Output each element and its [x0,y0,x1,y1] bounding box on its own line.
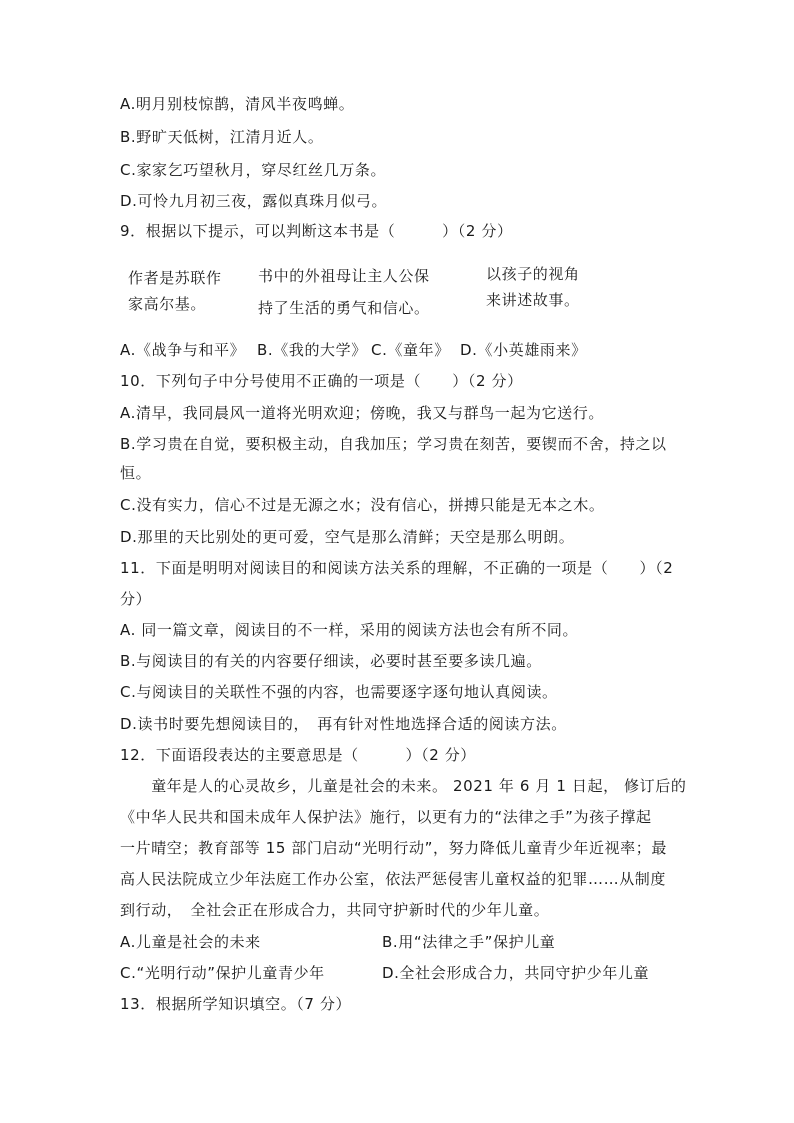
q8-option-a: A.明月别枝惊鹊，清风半夜鸣蝉。 [120,95,355,113]
q9-hint-grandmother [258,260,430,324]
q11-option-d: D.读书时要先想阅读目的， 再有针对性地选择合适的阅读方法。 [120,715,567,733]
q11-option-a: A. 同一篇文章，阅读目的不一样，采用的阅读方法也会有所不同。 [120,621,579,639]
q9-hint-perspective-line1: 以孩子的视角 [486,265,580,283]
q12-passage-line5: 到行动， 全社会正在形成合力，共同守护新时代的少年儿童。 [120,901,550,919]
q9-hint-grandmother-line1: 书中的外祖母让主人公保 [258,267,430,285]
q10-option-a: A.清早，我同晨风一道将光明欢迎；傍晚，我又与群鸟一起为它送行。 [120,404,604,422]
q9-stem: 9．根据以下提示，可以判断这本书是（ ）（2 分） [120,222,513,240]
q8-option-b: B.野旷天低树，江清月近人。 [120,128,324,146]
q9-option-b: B.《我的大学》 [257,341,367,359]
q12-passage-line4: 高人民法院成立少年法庭工作办公室，依法严惩侵害儿童权益的犯罪……从制度 [120,870,667,888]
q12-option-b: B.用“法律之手”保护儿童 [382,933,556,951]
q10-option-b: B.学习贵在自觉，要积极主动，自我加压；学习贵在刻苦，要锲而不舍，持之以 [120,435,667,453]
q12-option-c: C.“光明行动”保护儿童青少年 [120,964,325,982]
q12-passage-line3: 一片晴空；教育部等 15 部门启动“光明行动”，努力降低儿童青少年近视率；最 [120,839,667,857]
q11-option-c: C.与阅读目的关联性不强的内容，也需要逐字逐句地认真阅读。 [120,683,558,701]
q9-option-c: C.《童年》 [371,341,450,359]
q9-option-d: D.《小英雄雨来》 [460,341,587,359]
q10-option-b-cont: 恒。 [120,464,152,482]
q10-stem: 10．下列句子中分号使用不正确的一项是（ ）（2 分） [120,372,523,390]
q12-passage-line2: 《中华人民共和国未成年人保护法》施行，以更有力的“法律之手”为孩子撑起 [120,808,652,826]
q12-option-d: D.全社会形成合力，共同守护少年儿童 [382,964,650,982]
q11-stem-line1: 11．下面是明明对阅读目的和阅读方法关系的理解，不正确的一项是（ ）（2 [120,559,674,577]
q12-stem: 12．下面语段表达的主要意思是（ ）（2 分） [120,746,476,764]
q9-hint-perspective-line2: 来讲述故事。 [486,291,580,309]
q9-hint-grandmother-line2: 持了生活的勇气和信心。 [258,299,430,317]
q9-hint-author-line2: 家高尔基。 [128,295,207,313]
q13-stem: 13．根据所学知识填空。（7 分） [120,995,352,1013]
q12-passage-line1: 童年是人的心灵故乡，儿童是社会的未来。 2021 年 6 月 1 日起， 修订后的 [120,777,687,795]
q9-hint-author-line1: 作者是苏联作 [128,269,222,287]
q10-option-d: D.那里的天比别处的更可爱，空气是那么清鲜；天空是那么明朗。 [120,528,575,546]
q8-option-d: D.可怜九月初三夜，露似真珠月似弓。 [120,192,388,210]
q11-option-b: B.与阅读目的有关的内容要仔细读，必要时甚至要多读几遍。 [120,652,542,670]
q9-option-a: A.《战争与和平》 [120,341,246,359]
q9-hint-perspective [486,261,580,313]
q12-option-a: A.儿童是社会的未来 [120,933,261,951]
q10-option-c: C.没有实力，信心不过是无源之水；没有信心，拼搏只能是无本之木。 [120,496,605,514]
q8-option-c: C.家家乞巧望秋月，穿尽红丝几万条。 [120,161,387,179]
q9-hint-author [128,265,222,317]
q11-stem-line2: 分） [120,590,152,608]
